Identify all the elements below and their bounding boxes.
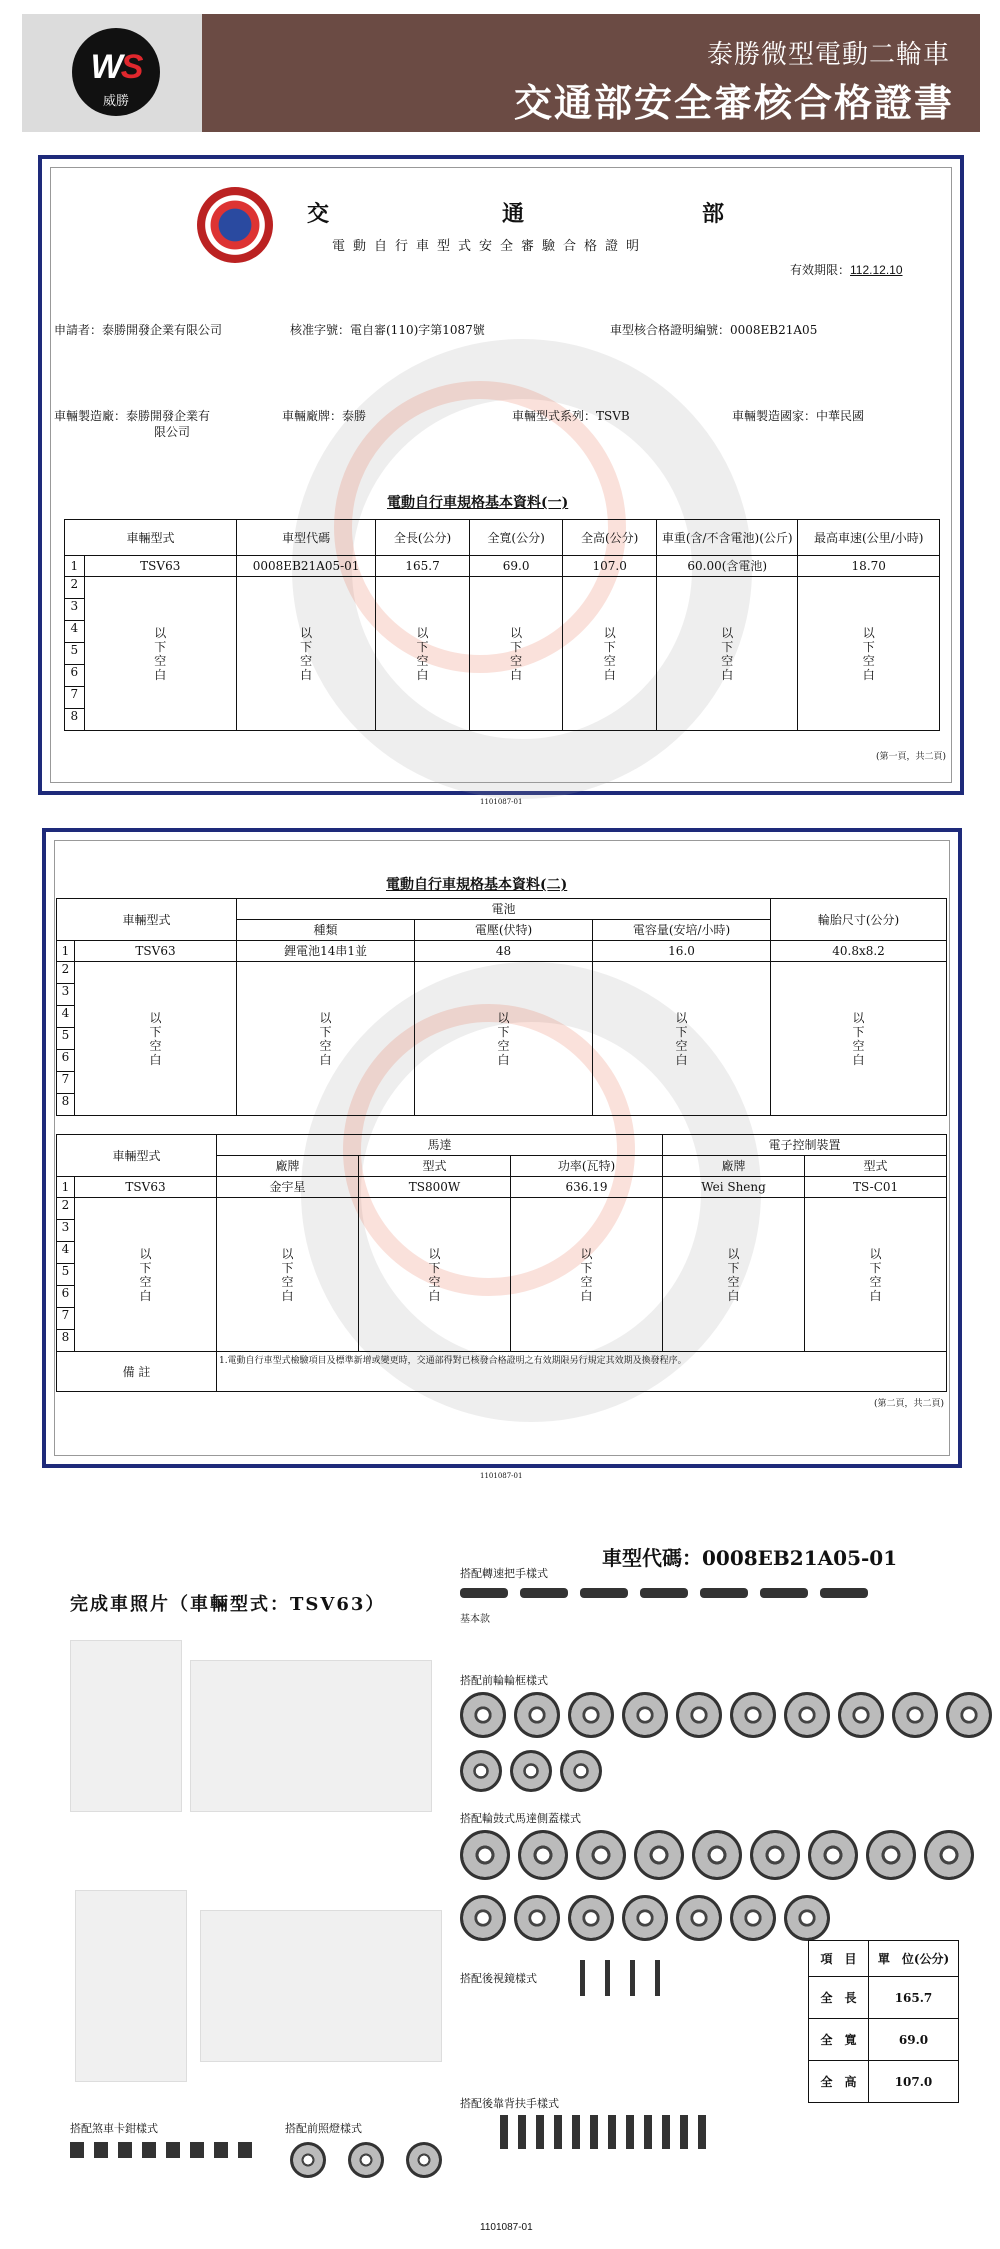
grip-icon [460, 1588, 508, 1598]
cell-power: 636.19 [511, 1177, 663, 1198]
page-header [22, 14, 980, 132]
blank-char: 空 [319, 1038, 332, 1053]
caliper-icon [238, 2142, 252, 2158]
hub-cover-icon [808, 1830, 858, 1880]
grip-icon [580, 1588, 628, 1598]
basic-label: 基本款 [460, 1614, 490, 1625]
blank-col [563, 577, 657, 731]
hub-cover-icon [518, 1830, 568, 1880]
blank-char: 以 [675, 1010, 688, 1025]
blank-char: 以 [319, 1010, 332, 1025]
th-ecu-brand: 廠牌 [663, 1156, 805, 1177]
row-numbers [57, 1198, 75, 1352]
blank-char: 白 [580, 1288, 593, 1303]
grip-icon [700, 1588, 748, 1598]
dim-label: 全 寬 [809, 2019, 869, 2061]
th-ecu-type: 型式 [805, 1156, 947, 1177]
grip-icon [820, 1588, 868, 1598]
certificate-number: 車型核合格證明編號：0008EB21A05 [610, 323, 818, 337]
caliper-icon [94, 2142, 108, 2158]
blank-char: 空 [721, 653, 734, 668]
dimension-table [808, 1940, 959, 2103]
grip-icon [520, 1588, 568, 1598]
th-battery: 電池 [237, 899, 771, 920]
blank-char: 以 [510, 625, 523, 640]
th-tire: 輪胎尺寸(公分) [771, 899, 947, 941]
blank-col [376, 577, 470, 731]
dim-label: 全 高 [809, 2061, 869, 2103]
blank-char: 以 [149, 1010, 162, 1025]
row-num: 1 [57, 941, 75, 962]
hub-cover-icon [460, 1830, 510, 1880]
blank-col [237, 962, 415, 1116]
mirror-label: 搭配後視鏡樣式 [460, 1972, 537, 1985]
header-title: 交通部安全審核合格證書 [513, 81, 954, 125]
cert-subtitle: 電動自行車型式安全審驗合格證明 [332, 239, 648, 254]
org-char-2: 通 [502, 201, 525, 227]
photo-title: 完成車照片（車輛型式：TSV63） [70, 1594, 386, 1615]
hub-cover-icon [692, 1830, 742, 1880]
photo-sheet [0, 1510, 1000, 2249]
blank-char: 下 [580, 1260, 593, 1275]
row-num: 6 [57, 1050, 74, 1072]
vehicle-brand: 車輛廠牌：泰勝 [282, 409, 367, 423]
blank-char: 白 [852, 1052, 865, 1067]
backrest-icon [680, 2115, 688, 2149]
th-ecu: 電子控制裝置 [663, 1135, 947, 1156]
blank-char: 下 [510, 639, 523, 654]
doc-number: 1101087-01 [480, 798, 523, 806]
blank-char: 白 [319, 1052, 332, 1067]
hub-cover-icon [750, 1830, 800, 1880]
hub-cover-icon [676, 1895, 722, 1941]
blank-col [805, 1198, 947, 1352]
mirror-icon [655, 1960, 660, 1996]
blank-char: 白 [154, 667, 167, 682]
vehicle-series: 車輛型式系列：TSVB [512, 409, 630, 423]
th-model: 車輛型式 [65, 520, 237, 556]
cell-voltage: 48 [415, 941, 593, 962]
dim-item-header: 項 目 [809, 1941, 869, 1977]
blank-char: 白 [497, 1052, 510, 1067]
wheel-icon [622, 1692, 668, 1738]
certificate-page-2 [42, 828, 962, 1468]
blank-col [415, 962, 593, 1116]
hub-cover-icon [730, 1895, 776, 1941]
backrest-label: 搭配後靠背扶手樣式 [460, 2097, 559, 2110]
row-num: 5 [57, 1028, 74, 1050]
th-voltage: 電壓(伏特) [415, 920, 593, 941]
table-row [65, 556, 940, 577]
spec-table-2-battery [56, 898, 947, 1116]
valid-date: 112.12.10 [850, 263, 903, 277]
table-2-title: 電動自行車規格基本資料(二) [386, 877, 568, 893]
manufacturer-cont: 限公司 [154, 425, 191, 439]
blank-char: 以 [603, 625, 616, 640]
cell-model: TSV63 [84, 556, 236, 577]
backrest-icon [626, 2115, 634, 2149]
blank-col [75, 1198, 217, 1352]
backrest-icon [518, 2115, 526, 2149]
backrest-icon [644, 2115, 652, 2149]
lamp-options [290, 2142, 442, 2178]
caliper-icon [214, 2142, 228, 2158]
row-num: 7 [65, 687, 84, 709]
blank-char: 空 [281, 1274, 294, 1289]
backrest-icon [536, 2115, 544, 2149]
blank-col [511, 1198, 663, 1352]
blank-rows [57, 962, 947, 1116]
blank-char: 白 [727, 1288, 740, 1303]
row-num: 8 [70, 709, 79, 723]
backrest-icon [608, 2115, 616, 2149]
dim-value: 69.0 [869, 2019, 959, 2061]
wheel-icon [676, 1692, 722, 1738]
blank-char: 空 [154, 653, 167, 668]
blank-char: 空 [416, 653, 429, 668]
th-capacity: 電容量(安培/小時) [593, 920, 771, 941]
blank-col [75, 962, 237, 1116]
row-num: 1 [65, 556, 85, 577]
blank-col [771, 962, 947, 1116]
blank-char: 空 [510, 653, 523, 668]
header-subtitle: 泰勝微型電動二輪車 [706, 40, 950, 70]
logo-sub: 威勝 [102, 94, 129, 109]
th-power: 功率(瓦特) [511, 1156, 663, 1177]
backrest-icon [500, 2115, 508, 2149]
blank-char: 白 [416, 667, 429, 682]
grips-label: 搭配轉速把手樣式 [460, 1567, 548, 1580]
blank-char: 以 [852, 1010, 865, 1025]
row-numbers [57, 962, 75, 1116]
mirror-icon [580, 1960, 585, 1996]
row-num: 1 [57, 1177, 75, 1198]
caliper-icon [70, 2142, 84, 2158]
row-num: 8 [61, 1330, 70, 1344]
blank-char: 以 [869, 1246, 882, 1261]
blank-col [798, 577, 940, 731]
blank-char: 白 [869, 1288, 882, 1303]
blank-char: 以 [300, 625, 313, 640]
dim-value: 107.0 [869, 2061, 959, 2103]
row-num: 7 [57, 1072, 74, 1094]
hub-cover-icon [784, 1895, 830, 1941]
approval-number: 核准字號：電自審(110)字第1087號 [290, 323, 485, 337]
blank-char: 下 [497, 1024, 510, 1039]
hub-cover-icon [576, 1830, 626, 1880]
front-wheel-options [460, 1692, 992, 1738]
row-num: 3 [57, 1220, 74, 1242]
blank-col [236, 577, 375, 731]
th-motor-type: 型式 [359, 1156, 511, 1177]
blank-char: 空 [428, 1274, 441, 1289]
rear-wheel-label: 搭配輪鼓式馬達側蓋樣式 [460, 1812, 581, 1825]
blank-col [469, 577, 563, 731]
org-char-1: 交 [307, 201, 330, 227]
th-weight: 車重(含/不含電池)(公斤) [656, 520, 797, 556]
blank-char: 下 [727, 1260, 740, 1275]
blank-char: 白 [149, 1052, 162, 1067]
logo-mark: WS [90, 48, 142, 86]
page-note: (第一頁，共二頁) [875, 752, 946, 762]
doc-number: 1101087-01 [480, 2222, 533, 2233]
blank-char: 以 [497, 1010, 510, 1025]
cell-tire: 40.8x8.2 [771, 941, 947, 962]
cell-width: 69.0 [469, 556, 563, 577]
blank-col [663, 1198, 805, 1352]
cell-code: 0008EB21A05-01 [236, 556, 375, 577]
backrest-icon [572, 2115, 580, 2149]
row-num: 6 [65, 665, 84, 687]
certificate-page-1 [38, 155, 964, 795]
hub-cover-icon [568, 1895, 614, 1941]
row-num: 4 [57, 1006, 74, 1028]
table-1-title: 電動自行車規格基本資料(一) [387, 495, 569, 511]
spec-table-2-motor [56, 1134, 947, 1392]
wheel-icon [460, 1692, 506, 1738]
blank-char: 下 [603, 639, 616, 654]
blank-char: 下 [721, 639, 734, 654]
header-logo-panel [22, 14, 202, 132]
row-num: 2 [57, 1198, 74, 1220]
blank-col [217, 1198, 359, 1352]
blank-char: 下 [154, 639, 167, 654]
dim-value: 165.7 [869, 1977, 959, 2019]
blank-char: 下 [862, 639, 875, 654]
table-row [57, 941, 947, 962]
grip-options [460, 1588, 930, 1598]
blank-char: 空 [727, 1274, 740, 1289]
blank-char: 以 [154, 625, 167, 640]
cell-height: 107.0 [563, 556, 657, 577]
cell-length: 165.7 [376, 556, 470, 577]
ministry-seal-icon [197, 187, 273, 263]
lamp-icon [406, 2142, 442, 2178]
blank-col [593, 962, 771, 1116]
blank-char: 白 [428, 1288, 441, 1303]
hub-cover-icon [514, 1895, 560, 1941]
hub-cover-icon [634, 1830, 684, 1880]
cell-model: TSV63 [75, 1177, 217, 1198]
lamp-icon [348, 2142, 384, 2178]
wheel-icon [892, 1692, 938, 1738]
th-code: 車型代碼 [236, 520, 375, 556]
manufacturer: 車輛製造廠：泰勝開發企業有 [54, 409, 211, 423]
front-wheel-options-2 [460, 1750, 602, 1792]
dim-unit-header: 單 位(公分) [869, 1941, 959, 1977]
blank-char: 以 [721, 625, 734, 640]
blank-col [359, 1198, 511, 1352]
dim-label: 全 長 [809, 1977, 869, 2019]
row-num: 2 [57, 962, 74, 984]
scooter-photo-rear [75, 1890, 187, 2082]
cell-capacity: 16.0 [593, 941, 771, 962]
applicant: 申請者：泰勝開發企業有限公司 [54, 323, 223, 337]
backrest-icon [554, 2115, 562, 2149]
row-num: 4 [65, 621, 84, 643]
blank-char: 下 [319, 1024, 332, 1039]
blank-rows [65, 577, 940, 731]
cell-motor-brand: 金宇星 [217, 1177, 359, 1198]
grip-icon [760, 1588, 808, 1598]
hub-cover-icon [460, 1895, 506, 1941]
blank-char: 白 [862, 667, 875, 682]
blank-char: 下 [300, 639, 313, 654]
blank-char: 下 [869, 1260, 882, 1275]
caliper-icon [118, 2142, 132, 2158]
row-num: 8 [61, 1094, 70, 1108]
hub-cover-icon [622, 1895, 668, 1941]
blank-col [656, 577, 797, 731]
cell-ecu-type: TS-C01 [805, 1177, 947, 1198]
blank-char: 空 [139, 1274, 152, 1289]
caliper-icon [190, 2142, 204, 2158]
blank-char: 白 [300, 667, 313, 682]
blank-char: 空 [869, 1274, 882, 1289]
blank-char: 空 [300, 653, 313, 668]
mirror-icon [630, 1960, 635, 1996]
blank-char: 下 [675, 1024, 688, 1039]
org-char-3: 部 [702, 201, 725, 227]
th-height: 全高(公分) [563, 520, 657, 556]
backrest-options [500, 2115, 706, 2149]
table-row [57, 1177, 947, 1198]
blank-char: 下 [428, 1260, 441, 1275]
th-length: 全長(公分) [376, 520, 470, 556]
doc-number: 1101087-01 [480, 1472, 523, 1480]
blank-char: 空 [852, 1038, 865, 1053]
hub-cover-icon [866, 1830, 916, 1880]
country: 車輛製造國家：中華民國 [732, 409, 865, 423]
row-num: 7 [57, 1308, 74, 1330]
blank-char: 以 [416, 625, 429, 640]
lamp-icon [290, 2142, 326, 2178]
blank-char: 空 [497, 1038, 510, 1053]
blank-char: 下 [852, 1024, 865, 1039]
cell-motor-type: TS800W [359, 1177, 511, 1198]
row-num: 3 [57, 984, 74, 1006]
blank-char: 空 [580, 1274, 593, 1289]
row-num: 5 [65, 643, 84, 665]
th-speed: 最高車速(公里/小時) [798, 520, 940, 556]
blank-char: 下 [416, 639, 429, 654]
blank-char: 以 [428, 1246, 441, 1261]
remarks-row [57, 1352, 947, 1392]
wheel-icon [460, 1750, 502, 1792]
mirror-options [580, 1960, 660, 1996]
row-num: 2 [65, 577, 84, 599]
remark-text: 1.電動自行車型式檢驗項目及標準新增或變更時，交通部得對已核發合格證明之有效期限另行規定其效期及換發程序。 [217, 1352, 947, 1392]
blank-char: 下 [139, 1260, 152, 1275]
valid-period [790, 261, 903, 278]
vehicle-code-title: 車型代碼：0008EB21A05-01 [602, 1546, 898, 1570]
brake-label: 搭配煞車卡鉗樣式 [70, 2122, 158, 2135]
wheel-icon [730, 1692, 776, 1738]
front-wheel-label: 搭配前輪輪框樣式 [460, 1674, 548, 1687]
blank-char: 以 [281, 1246, 294, 1261]
th-brand: 廠牌 [217, 1156, 359, 1177]
cell-weight: 60.00(含電池) [656, 556, 797, 577]
blank-char: 白 [281, 1288, 294, 1303]
rear-wheel-options [460, 1830, 974, 1880]
brake-options [70, 2142, 252, 2158]
wheel-icon [946, 1692, 992, 1738]
th-model: 車輛型式 [57, 1135, 217, 1177]
valid-label: 有效期限： [790, 263, 851, 277]
blank-char: 以 [139, 1246, 152, 1261]
blank-char: 空 [675, 1038, 688, 1053]
blank-char: 空 [603, 653, 616, 668]
blank-rows [57, 1198, 947, 1352]
blank-char: 白 [139, 1288, 152, 1303]
wheel-icon [784, 1692, 830, 1738]
backrest-icon [590, 2115, 598, 2149]
cell-ecu-brand: Wei Sheng [663, 1177, 805, 1198]
page-note: (第二頁，共二頁) [873, 1399, 944, 1409]
backrest-icon [662, 2115, 670, 2149]
row-num: 4 [57, 1242, 74, 1264]
blank-char: 下 [281, 1260, 294, 1275]
blank-char: 白 [510, 667, 523, 682]
scooter-photo-side [190, 1660, 432, 1812]
row-num: 3 [65, 599, 84, 621]
grip-icon [640, 1588, 688, 1598]
caliper-icon [142, 2142, 156, 2158]
blank-char: 空 [149, 1038, 162, 1053]
th-model: 車輛型式 [57, 899, 237, 941]
wheel-icon [838, 1692, 884, 1738]
lamp-label: 搭配前照燈樣式 [285, 2122, 362, 2135]
row-num: 5 [57, 1264, 74, 1286]
cell-battery-type: 鋰電池14串1並 [237, 941, 415, 962]
blank-char: 白 [603, 667, 616, 682]
mirror-icon [605, 1960, 610, 1996]
row-numbers [65, 577, 85, 731]
blank-char: 白 [721, 667, 734, 682]
cell-speed: 18.70 [798, 556, 940, 577]
blank-char: 以 [580, 1246, 593, 1261]
header-title-panel [202, 14, 980, 132]
backrest-icon [698, 2115, 706, 2149]
th-type: 種類 [237, 920, 415, 941]
blank-char: 下 [149, 1024, 162, 1039]
wheel-icon [560, 1750, 602, 1792]
th-motor: 馬達 [217, 1135, 663, 1156]
cell-model: TSV63 [75, 941, 237, 962]
blank-col [84, 577, 236, 731]
blank-char: 白 [675, 1052, 688, 1067]
row-num: 6 [57, 1286, 74, 1308]
rear-wheel-options-2 [460, 1895, 830, 1941]
scooter-photo-front [70, 1640, 182, 1812]
blank-char: 以 [727, 1246, 740, 1261]
blank-char: 空 [862, 653, 875, 668]
caliper-icon [166, 2142, 180, 2158]
remark-label: 備 註 [57, 1352, 217, 1392]
spec-table-1 [64, 519, 940, 731]
hub-cover-icon [924, 1830, 974, 1880]
brand-logo [72, 28, 160, 116]
wheel-icon [568, 1692, 614, 1738]
scooter-photo-side-2 [200, 1910, 442, 2062]
wheel-icon [510, 1750, 552, 1792]
blank-char: 以 [862, 625, 875, 640]
th-width: 全寬(公分) [469, 520, 563, 556]
wheel-icon [514, 1692, 560, 1738]
